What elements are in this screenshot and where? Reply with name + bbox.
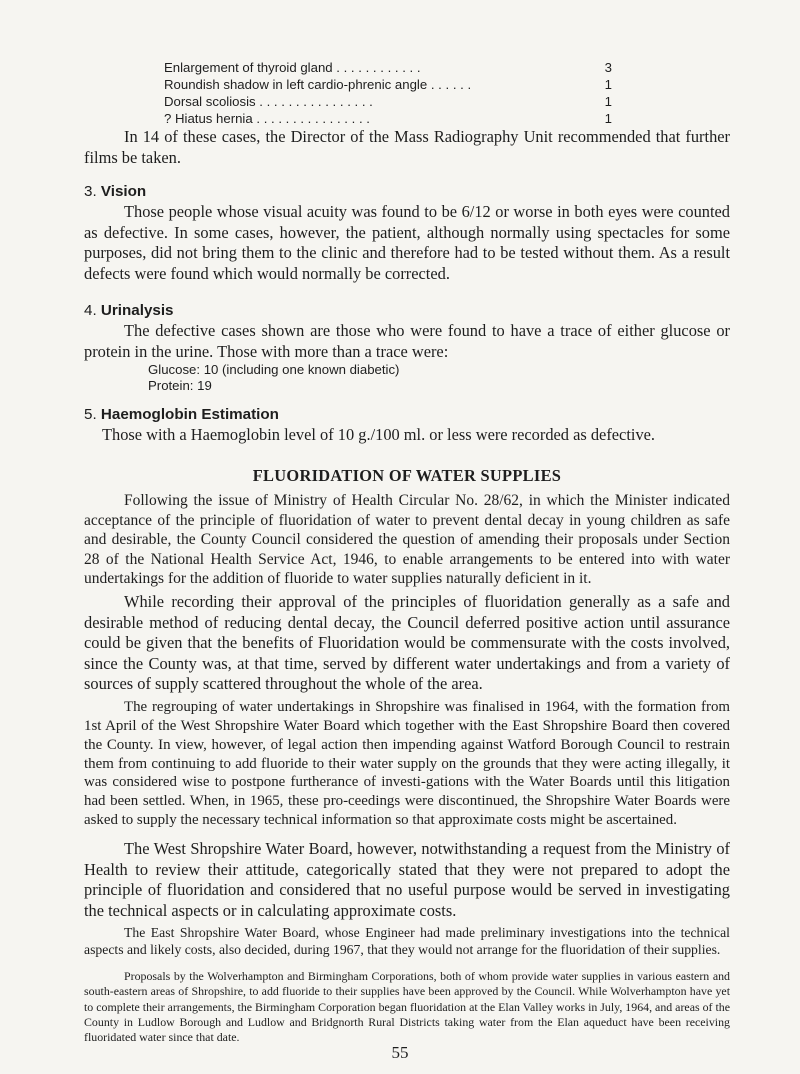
- section-haemoglobin: [84, 405, 730, 446]
- section-number: 5.: [84, 406, 97, 423]
- fluoridation-heading: FLUORIDATION OF WATER SUPPLIES: [252, 466, 562, 485]
- fluoridation-paragraph: The regrouping of water undertakings in Shropshire was finalised in 1964, with the formation from 1st April of the West Shropshire Water Board which together with the East Shropshire Board then covered the County. In view, however, of legal action then impending against Watford Borough Council to restrain them from continuing to add fluoride to their water supply on the grounds that they were acting illegally, it was considered wise to postpone furtherance of investi-gations with the Water Boards until this litigation had been settled. When, in 1965, these pro-ceedings were discontinued, the Shropshire Water Boards were asked to supply the necessary technical information so that approximate costs might be ascertained.: [84, 699, 730, 829]
- fluoridation-paragraph: The West Shropshire Water Board, however, notwithstanding a request from the Ministry of Health to review their attitude, categorically stated that they were not prepared to adopt the principle of fluoridation and considered that no useful purpose would be served in investigating the technical aspects or in calculating approximate costs.: [84, 839, 730, 920]
- fluoridation-paragraph: Proposals by the Wolverhampton and Birmingham Corporations, both of whom provide water supplies in various eastern and south-eastern areas of Shropshire, to add fluoride to their supplies have been approved by the Council. While Wolverhampton have yet to complete their arrangements, the Birmingham Corporation began fluoridation at the Elan Valley works in July, 1964, and areas of the County in Ludlow Borough and Ludlow and Bridgnorth Rural Districts taking water from the Elan aqueduct have been receiving fluoridated water since that date.: [84, 969, 730, 1045]
- fluoridation-para-2-block: [84, 592, 730, 695]
- finding-count: 1: [604, 111, 612, 126]
- section-number: 3.: [84, 183, 97, 200]
- section-text: Those people whose visual acuity was found to be 6/12 or worse in both eyes were counted as defective. In some cases, however, the patient, although normally using spectacles for some purposes, did not bring them to the clinic and therefore had to be tested without them. As a result defects were found which would normally be corrected.: [84, 202, 730, 283]
- fluoridation-para-6-block: [84, 969, 730, 1046]
- finding-count: 3: [604, 60, 612, 75]
- fluoridation-paragraph: While recording their approval of the principles of fluoridation generally as a safe and desirable method of reducing dental decay, the Council deferred positive action until assurance could be given that the benefits of Fluoridation would be commensurate with the costs involved, since the County was, at that time, served by different water undertakings and from a variety of sources of supply scattered throughout the whole of the area.: [84, 592, 730, 694]
- section-vision: [84, 182, 730, 284]
- fluoridation-paragraph: The East Shropshire Water Board, whose Engineer had made preliminary investigations into the technical aspects and likely costs, also decided, during 1967, that they would not arrange for the fluoridation of their supplies.: [84, 925, 730, 958]
- finding-label: Enlargement of thyroid gland . . . . . . . . . . . .: [164, 60, 421, 75]
- finding-row: [164, 93, 612, 110]
- section-heading: [84, 301, 730, 321]
- section-text: The defective cases shown are those who were found to have a trace of either glucose or protein in the urine. Those with more than a trace were:: [84, 321, 730, 361]
- fluoridation-para-1-block: [84, 491, 730, 589]
- findings-list: [164, 59, 612, 127]
- fluoridation-para-3-block: [84, 698, 730, 830]
- page-number: 55: [391, 1043, 409, 1062]
- section-title: Urinalysis: [100, 302, 174, 319]
- findings-note: In 14 of these cases, the Director of the Mass Radiography Unit recommended that further films be taken.: [84, 127, 730, 167]
- finding-label: Roundish shadow in left cardio-phrenic angle . . . . . .: [164, 77, 472, 92]
- findings-note-block: [84, 127, 730, 168]
- fluoridation-paragraph: Following the issue of Ministry of Health Circular No. 28/62, in which the Minister indicated acceptance of the principle of fluoridation of water to prevent dental decay in young children as safe and desirable, the County Council considered the question of amending their proposals under Section 28 of the National Health Service Act, 1946, to enable arrangements to be entered into with water undertakings for the addition of fluoride to water supplies naturally deficient in it.: [84, 492, 730, 588]
- finding-label: Dorsal scoliosis . . . . . . . . . . . . . . . .: [164, 94, 373, 109]
- fluoridation-section: [84, 466, 730, 487]
- finding-row: [164, 110, 612, 127]
- fluoridation-para-4-block: [84, 839, 730, 921]
- section-heading: [84, 182, 730, 202]
- finding-count: 1: [604, 94, 612, 109]
- finding-row: [164, 76, 612, 93]
- glucose-result: Glucose: 10 (including one known diabetic): [148, 362, 400, 378]
- section-urinalysis: [84, 301, 730, 394]
- section-number: 4.: [84, 302, 97, 319]
- section-heading: [84, 405, 730, 425]
- urinalysis-results: [148, 362, 730, 394]
- section-title: Vision: [100, 183, 147, 200]
- fluoridation-para-5-block: [84, 924, 730, 959]
- finding-row: [164, 59, 612, 76]
- protein-result: Protein: 19: [148, 378, 212, 394]
- finding-label: ? Hiatus hernia . . . . . . . . . . . . . . . .: [164, 111, 370, 126]
- section-title: Haemoglobin Estimation: [100, 406, 279, 423]
- section-text: Those with a Haemoglobin level of 10 g./100 ml. or less were recorded as defective.: [102, 425, 656, 444]
- finding-count: 1: [604, 77, 612, 92]
